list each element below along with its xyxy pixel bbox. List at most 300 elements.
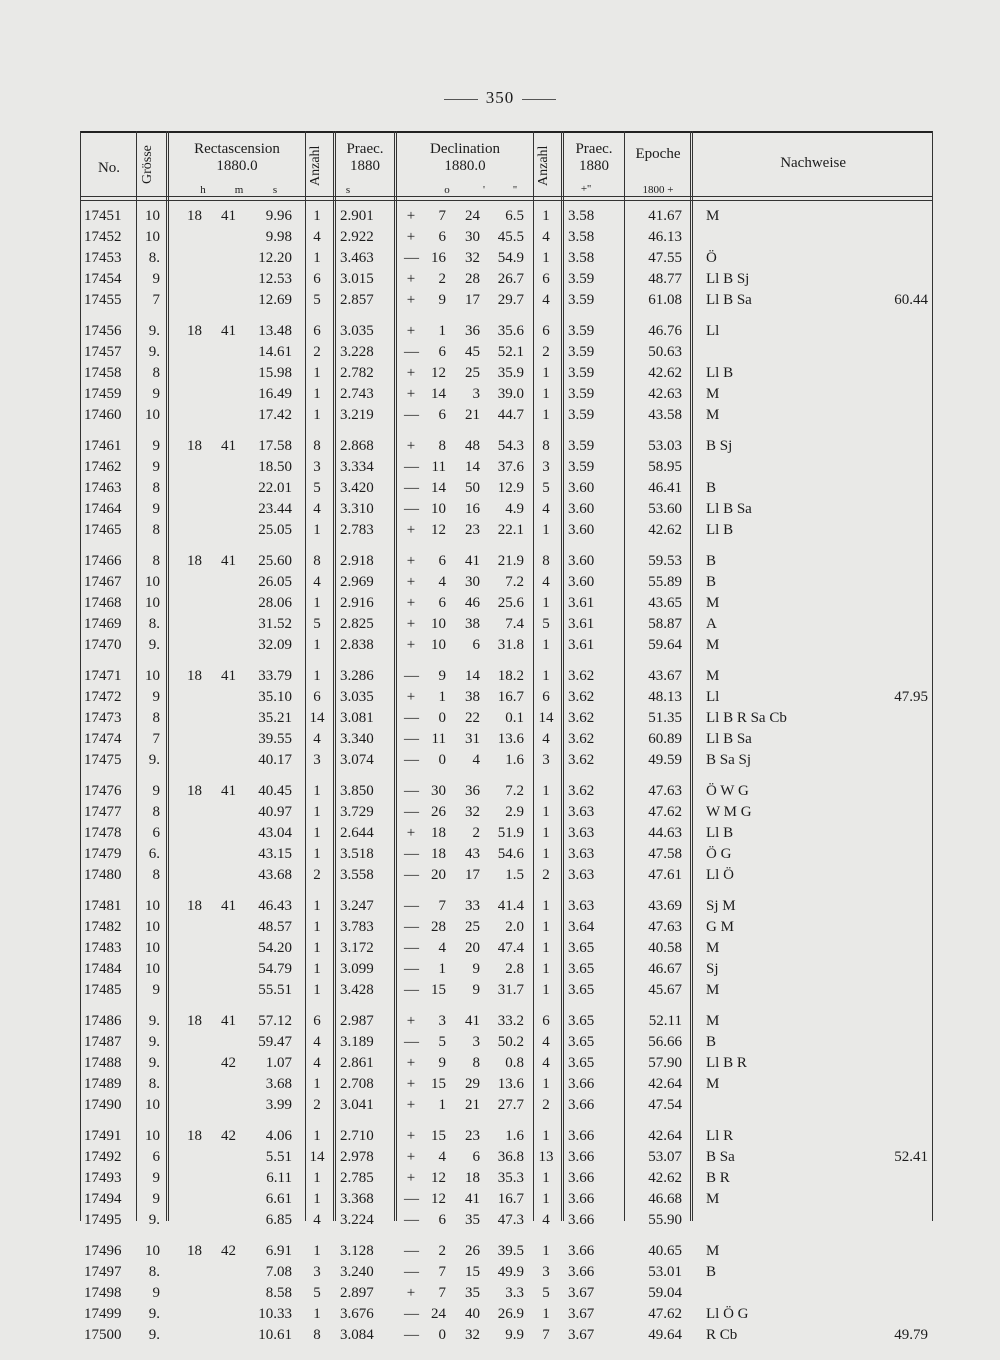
cell-p: 3.310 <box>340 501 374 517</box>
cell-sg: — <box>404 752 419 768</box>
header-decl-deg: o <box>444 184 450 196</box>
cell-a2: 1 <box>542 250 550 266</box>
cell-p: 3.729 <box>340 804 374 820</box>
cell-ep: 47.62 <box>648 804 682 820</box>
cell-nw: B <box>706 553 717 569</box>
cell-ds: 2.8 <box>505 961 524 977</box>
cell-no: 17472 <box>84 689 122 705</box>
cell-d: 6 <box>438 595 446 611</box>
cell-gr: 8. <box>148 616 160 632</box>
cell-a2: 1 <box>542 407 550 423</box>
cell-a: 1 <box>313 940 321 956</box>
cell-p2: 3.61 <box>568 595 595 611</box>
cell-p2: 3.66 <box>568 1097 595 1113</box>
cell-p2: 3.60 <box>568 480 595 496</box>
cell-p: 2.987 <box>340 1013 374 1029</box>
cell-a: 1 <box>313 804 321 820</box>
table-row <box>0 1327 1000 1348</box>
cell-d: 6 <box>438 229 446 245</box>
cell-dm: 48 <box>465 438 480 454</box>
cell-d: 26 <box>431 804 446 820</box>
cell-no: 17478 <box>84 825 122 841</box>
cell-ep: 56.66 <box>648 1034 682 1050</box>
cell-ep: 53.60 <box>648 501 682 517</box>
cell-s: 6.11 <box>266 1170 292 1186</box>
cell-sg: + <box>406 365 416 381</box>
cell-gr: 8 <box>152 553 160 569</box>
cell-no: 17485 <box>84 982 122 998</box>
cell-d: 2 <box>438 1243 446 1259</box>
cell-nw: M <box>706 407 720 423</box>
cell-no: 17479 <box>84 846 122 862</box>
cell-d: 30 <box>431 783 446 799</box>
cell-sg: — <box>404 804 419 820</box>
cell-sg: — <box>404 1034 419 1050</box>
cell-gr: 10 <box>145 229 160 245</box>
cell-h: 18 <box>187 668 202 684</box>
cell-p: 2.857 <box>340 292 374 308</box>
cell-s: 7.08 <box>265 1264 292 1280</box>
cell-sg: — <box>404 480 419 496</box>
cell-a: 1 <box>313 208 321 224</box>
cell-a: 1 <box>313 407 321 423</box>
cell-a2: 5 <box>542 1285 550 1301</box>
cell-a2: 6 <box>542 1013 550 1029</box>
cell-a: 1 <box>313 825 321 841</box>
cell-d: 12 <box>431 1191 446 1207</box>
cell-ep: 43.67 <box>648 668 682 684</box>
cell-x: 60.44 <box>894 292 928 308</box>
cell-ds: 13.6 <box>497 731 524 747</box>
cell-p2: 3.66 <box>568 1128 595 1144</box>
cell-d: 1 <box>438 689 446 705</box>
cell-s: 43.15 <box>258 846 292 862</box>
cell-sg: — <box>404 961 419 977</box>
cell-d: 18 <box>431 825 446 841</box>
cell-a2: 5 <box>542 616 550 632</box>
header-decl-sec: '' <box>513 184 517 196</box>
cell-ds: 16.7 <box>497 689 524 705</box>
cell-a: 1 <box>313 1076 321 1092</box>
cell-ds: 4.9 <box>505 501 524 517</box>
cell-p2: 3.59 <box>568 438 595 454</box>
cell-no: 17455 <box>84 292 122 308</box>
cell-ds: 2.0 <box>505 919 524 935</box>
cell-nw: Ö G <box>706 846 732 862</box>
cell-m: 41 <box>221 438 236 454</box>
cell-no: 17464 <box>84 501 122 517</box>
cell-p2: 3.65 <box>568 982 595 998</box>
cell-a: 6 <box>313 323 321 339</box>
cell-ds: 1.6 <box>505 1128 524 1144</box>
cell-m: 41 <box>221 668 236 684</box>
cell-ds: 35.6 <box>497 323 524 339</box>
cell-nw: B R <box>706 1170 730 1186</box>
cell-a: 3 <box>313 752 321 768</box>
cell-p: 3.334 <box>340 459 374 475</box>
cell-d: 12 <box>431 365 446 381</box>
cell-p: 3.219 <box>340 407 374 423</box>
cell-no: 17463 <box>84 480 122 496</box>
cell-s: 12.20 <box>258 250 292 266</box>
cell-ds: 22.1 <box>497 522 524 538</box>
cell-no: 17483 <box>84 940 122 956</box>
table-row <box>0 365 1000 386</box>
cell-ds: 45.5 <box>497 229 524 245</box>
cell-p: 2.916 <box>340 595 374 611</box>
table-row <box>0 752 1000 773</box>
cell-s: 57.12 <box>258 1013 292 1029</box>
cell-gr: 9 <box>152 783 160 799</box>
cell-sg: + <box>406 689 416 705</box>
cell-s: 6.85 <box>265 1212 292 1228</box>
table-row <box>0 637 1000 658</box>
header-ra-epoch: 1880.0 <box>216 158 258 174</box>
header-no: No. <box>97 160 121 176</box>
cell-no: 17460 <box>84 407 122 423</box>
cell-p: 3.099 <box>340 961 374 977</box>
cell-s: 40.97 <box>258 804 292 820</box>
header-bottom-rule-2 <box>80 200 932 201</box>
cell-p2: 3.58 <box>568 208 595 224</box>
cell-ds: 33.2 <box>497 1013 524 1029</box>
cell-dm: 29 <box>465 1076 480 1092</box>
cell-gr: 9. <box>148 637 160 653</box>
cell-gr: 9 <box>152 1191 160 1207</box>
cell-nw: B <box>706 1034 717 1050</box>
cell-gr: 6 <box>152 825 160 841</box>
table-row <box>0 250 1000 271</box>
cell-p2: 3.66 <box>568 1243 595 1259</box>
cell-no: 17468 <box>84 595 122 611</box>
cell-dm: 21 <box>465 407 480 423</box>
cell-no: 17492 <box>84 1149 122 1165</box>
cell-sg: + <box>406 292 416 308</box>
cell-a: 1 <box>313 1170 321 1186</box>
cell-p: 3.074 <box>340 752 374 768</box>
table-row <box>0 1264 1000 1285</box>
cell-ds: 26.7 <box>497 271 524 287</box>
cell-d: 7 <box>438 1264 446 1280</box>
cell-a2: 1 <box>542 208 550 224</box>
cell-d: 0 <box>438 752 446 768</box>
cell-nw: M <box>706 1243 720 1259</box>
cell-ep: 42.62 <box>648 365 682 381</box>
table-row <box>0 501 1000 522</box>
cell-no: 17489 <box>84 1076 122 1092</box>
cell-p2: 3.65 <box>568 961 595 977</box>
cell-nw: M <box>706 982 720 998</box>
cell-a2: 4 <box>542 1212 550 1228</box>
cell-gr: 10 <box>145 574 160 590</box>
cell-ds: 49.9 <box>497 1264 524 1280</box>
table-row <box>0 1285 1000 1306</box>
cell-no: 17494 <box>84 1191 122 1207</box>
cell-p: 2.838 <box>340 637 374 653</box>
cell-p2: 3.62 <box>568 710 595 726</box>
cell-ep: 51.35 <box>648 710 682 726</box>
cell-dm: 23 <box>465 522 480 538</box>
cell-a2: 2 <box>542 344 550 360</box>
cell-p: 3.247 <box>340 898 374 914</box>
cell-gr: 10 <box>145 1243 160 1259</box>
cell-ep: 40.58 <box>648 940 682 956</box>
cell-p2: 3.63 <box>568 846 595 862</box>
cell-a: 1 <box>313 668 321 684</box>
cell-nw: R Cb <box>706 1327 738 1343</box>
cell-no: 17454 <box>84 271 122 287</box>
cell-a2: 4 <box>542 1034 550 1050</box>
cell-dm: 32 <box>465 250 480 266</box>
cell-ep: 53.03 <box>648 438 682 454</box>
cell-x: 47.95 <box>894 689 928 705</box>
cell-d: 14 <box>431 480 446 496</box>
cell-a: 1 <box>313 1128 321 1144</box>
cell-nw: M <box>706 668 720 684</box>
cell-a: 1 <box>313 1306 321 1322</box>
cell-ds: 35.3 <box>497 1170 524 1186</box>
table-row <box>0 1034 1000 1055</box>
cell-gr: 8 <box>152 365 160 381</box>
cell-p: 2.644 <box>340 825 374 841</box>
cell-a2: 1 <box>542 783 550 799</box>
cell-p: 3.228 <box>340 344 374 360</box>
cell-nw: B <box>706 1264 717 1280</box>
cell-gr: 8 <box>152 480 160 496</box>
cell-ds: 26.9 <box>497 1306 524 1322</box>
cell-s: 25.60 <box>258 553 292 569</box>
cell-p2: 3.63 <box>568 804 595 820</box>
cell-m: 41 <box>221 553 236 569</box>
cell-ds: 37.6 <box>497 459 524 475</box>
cell-p: 3.676 <box>340 1306 374 1322</box>
cell-d: 28 <box>431 919 446 935</box>
cell-s: 9.98 <box>265 229 292 245</box>
cell-p: 3.850 <box>340 783 374 799</box>
table-row <box>0 961 1000 982</box>
cell-d: 16 <box>431 250 446 266</box>
cell-a2: 4 <box>542 574 550 590</box>
header-epoche: Epoche <box>635 146 681 162</box>
cell-s: 46.43 <box>258 898 292 914</box>
cell-dm: 23 <box>465 1128 480 1144</box>
cell-p2: 3.59 <box>568 344 595 360</box>
cell-ds: 39.5 <box>497 1243 524 1259</box>
cell-sg: — <box>404 250 419 266</box>
cell-s: 22.01 <box>258 480 292 496</box>
cell-dm: 25 <box>465 365 480 381</box>
cell-dm: 4 <box>472 752 480 768</box>
table-row <box>0 1212 1000 1233</box>
cell-nw: Ll Ö G <box>706 1306 749 1322</box>
cell-p2: 3.66 <box>568 1264 595 1280</box>
cell-p2: 3.61 <box>568 637 595 653</box>
cell-gr: 9 <box>152 1170 160 1186</box>
cell-s: 26.05 <box>258 574 292 590</box>
cell-p2: 3.58 <box>568 229 595 245</box>
cell-sg: — <box>404 1264 419 1280</box>
cell-p: 3.015 <box>340 271 374 287</box>
cell-sg: — <box>404 867 419 883</box>
cell-p2: 3.59 <box>568 407 595 423</box>
cell-a: 1 <box>313 898 321 914</box>
cell-no: 17476 <box>84 783 122 799</box>
cell-p: 3.035 <box>340 323 374 339</box>
cell-p2: 3.63 <box>568 867 595 883</box>
cell-s: 14.61 <box>258 344 292 360</box>
cell-d: 14 <box>431 386 446 402</box>
cell-d: 4 <box>438 1149 446 1165</box>
cell-dm: 50 <box>465 480 480 496</box>
cell-a: 6 <box>313 1013 321 1029</box>
cell-s: 17.58 <box>258 438 292 454</box>
cell-d: 11 <box>431 459 446 475</box>
cell-ds: 35.9 <box>497 365 524 381</box>
cell-gr: 8 <box>152 867 160 883</box>
cell-dm: 17 <box>465 867 480 883</box>
cell-d: 15 <box>431 982 446 998</box>
cell-p: 2.708 <box>340 1076 374 1092</box>
cell-nw: Ll B Sj <box>706 271 750 287</box>
cell-p2: 3.63 <box>568 825 595 841</box>
cell-nw: Ll B R Sa Cb <box>706 710 787 726</box>
cell-gr: 10 <box>145 407 160 423</box>
cell-a2: 1 <box>542 1076 550 1092</box>
cell-no: 17473 <box>84 710 122 726</box>
cell-p: 2.785 <box>340 1170 374 1186</box>
cell-a: 1 <box>313 961 321 977</box>
cell-sg: — <box>404 1212 419 1228</box>
cell-gr: 7 <box>152 292 160 308</box>
cell-s: 18.50 <box>258 459 292 475</box>
cell-no: 17462 <box>84 459 122 475</box>
cell-a: 8 <box>313 438 321 454</box>
cell-a2: 1 <box>542 637 550 653</box>
cell-ep: 53.01 <box>648 1264 682 1280</box>
cell-s: 15.98 <box>258 365 292 381</box>
cell-s: 6.91 <box>265 1243 292 1259</box>
table-row <box>0 208 1000 229</box>
cell-dm: 2 <box>472 825 480 841</box>
cell-p2: 3.67 <box>568 1285 595 1301</box>
cell-a: 1 <box>313 386 321 402</box>
cell-ds: 54.9 <box>497 250 524 266</box>
cell-p: 2.861 <box>340 1055 374 1071</box>
cell-p: 3.463 <box>340 250 374 266</box>
cell-p: 3.035 <box>340 689 374 705</box>
cell-sg: + <box>406 386 416 402</box>
cell-ds: 1.6 <box>505 752 524 768</box>
cell-d: 1 <box>438 323 446 339</box>
cell-dm: 6 <box>472 1149 480 1165</box>
header-praec-2-unit: +'' <box>580 183 592 195</box>
cell-nw: Ll B Sa <box>706 292 752 308</box>
table-row <box>0 1191 1000 1212</box>
cell-dm: 25 <box>465 919 480 935</box>
cell-gr: 10 <box>145 595 160 611</box>
cell-sg: — <box>404 731 419 747</box>
cell-a: 1 <box>313 522 321 538</box>
cell-s: 33.79 <box>258 668 292 684</box>
cell-ds: 6.5 <box>505 208 524 224</box>
header-anzahl-2: Anzahl <box>536 145 551 187</box>
cell-s: 4.06 <box>265 1128 292 1144</box>
table-top-rule <box>80 131 932 133</box>
cell-p: 2.918 <box>340 553 374 569</box>
cell-a: 1 <box>313 365 321 381</box>
cell-a2: 6 <box>542 271 550 287</box>
cell-gr: 10 <box>145 1128 160 1144</box>
cell-gr: 10 <box>145 1097 160 1113</box>
cell-a: 5 <box>313 1285 321 1301</box>
cell-gr: 9. <box>148 1034 160 1050</box>
cell-ep: 43.58 <box>648 407 682 423</box>
cell-no: 17470 <box>84 637 122 653</box>
cell-nw: M <box>706 595 720 611</box>
cell-a: 3 <box>313 1264 321 1280</box>
cell-s: 13.48 <box>258 323 292 339</box>
cell-a2: 3 <box>542 459 550 475</box>
table-row <box>0 825 1000 846</box>
cell-nw: B <box>706 574 717 590</box>
cell-ds: 27.7 <box>497 1097 524 1113</box>
cell-p2: 3.62 <box>568 752 595 768</box>
cell-a2: 1 <box>542 898 550 914</box>
cell-p2: 3.60 <box>568 574 595 590</box>
cell-a: 14 <box>309 710 325 726</box>
cell-sg: + <box>406 438 416 454</box>
cell-ds: 52.1 <box>497 344 524 360</box>
cell-dm: 8 <box>472 1055 480 1071</box>
cell-dm: 41 <box>465 1013 480 1029</box>
cell-a: 1 <box>313 783 321 799</box>
cell-p2: 3.63 <box>568 898 595 914</box>
cell-a: 1 <box>313 919 321 935</box>
cell-h: 18 <box>187 208 202 224</box>
cell-no: 17493 <box>84 1170 122 1186</box>
cell-no: 17497 <box>84 1264 122 1280</box>
cell-p2: 3.59 <box>568 323 595 339</box>
cell-dm: 38 <box>465 689 480 705</box>
table-row <box>0 1055 1000 1076</box>
cell-a: 4 <box>313 1034 321 1050</box>
cell-ds: 47.4 <box>497 940 524 956</box>
cell-s: 43.04 <box>258 825 292 841</box>
cell-nw: Ll Ö <box>706 867 734 883</box>
cell-s: 40.17 <box>258 752 292 768</box>
cell-dm: 38 <box>465 616 480 632</box>
cell-ds: 12.9 <box>497 480 524 496</box>
page-number-rule-left <box>444 99 478 100</box>
cell-s: 9.96 <box>265 208 292 224</box>
cell-d: 8 <box>438 438 446 454</box>
cell-p: 2.825 <box>340 616 374 632</box>
cell-dm: 35 <box>465 1212 480 1228</box>
cell-no: 17498 <box>84 1285 122 1301</box>
cell-no: 17488 <box>84 1055 122 1071</box>
cell-gr: 9 <box>152 386 160 402</box>
table-row <box>0 438 1000 459</box>
cell-p2: 3.64 <box>568 919 595 935</box>
cell-no: 17467 <box>84 574 122 590</box>
cell-p2: 3.66 <box>568 1170 595 1186</box>
cell-no: 17481 <box>84 898 122 914</box>
cell-nw: B <box>706 480 717 496</box>
cell-no: 17480 <box>84 867 122 883</box>
cell-gr: 9 <box>152 982 160 998</box>
cell-no: 17477 <box>84 804 122 820</box>
cell-a2: 6 <box>542 689 550 705</box>
